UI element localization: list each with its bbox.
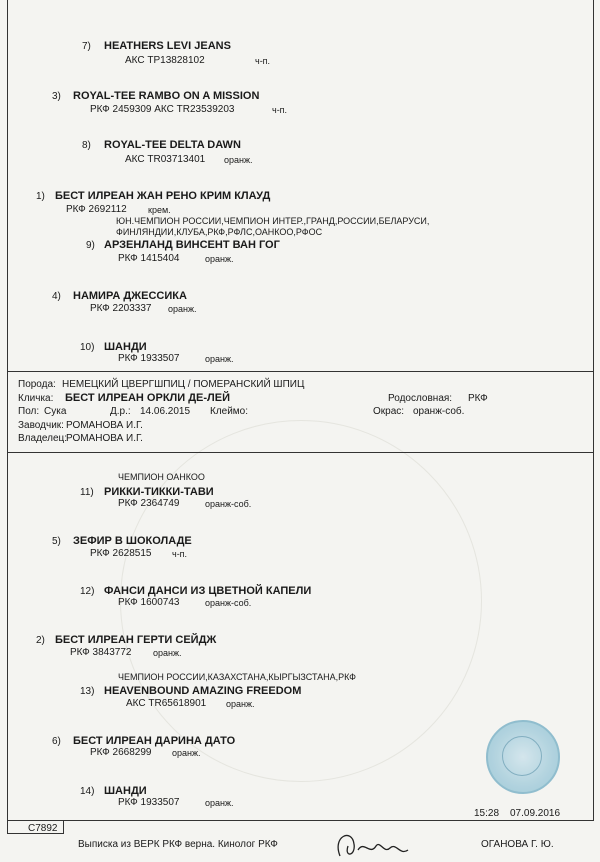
owner-label: Владелец:: [18, 433, 68, 444]
registration: РКФ 3843772: [70, 647, 132, 658]
coat-color: оранж.: [205, 354, 234, 364]
registration: РКФ 2668299: [90, 747, 152, 758]
print-date: 07.09.2016: [510, 808, 561, 819]
certification-statement: Выписка из ВЕРК РКФ верна. Кинолог РКФ: [78, 839, 278, 850]
entry-number: 14): [80, 786, 95, 797]
entry-number: 7): [82, 41, 91, 52]
titles: ФИНЛЯНДИИ,КЛУБА,РКФ,РФЛС,ОАНКОО,РФОС: [116, 227, 323, 237]
signer-name: ОГАНОВА Г. Ю.: [481, 839, 554, 850]
dog-name: БЕСТ ИЛРЕАН ДАРИНА ДАТО: [73, 735, 236, 747]
coat-color: оранж-соб.: [205, 598, 252, 608]
dog-name: ROYAL-TEE RAMBO ON A MISSION: [73, 90, 260, 102]
dog-name: БЕСТ ИЛРЕАН ЖАН РЕНО КРИМ КЛАУД: [55, 190, 271, 202]
titles: ЮН.ЧЕМПИОН РОССИИ,ЧЕМПИОН ИНТЕР.,ГРАНД,РОССИИ,БЕЛАРУСИ,: [116, 216, 430, 226]
coat-color: оранж.: [205, 798, 234, 808]
sex-value: Сука: [44, 406, 67, 417]
titles: ЧЕМПИОН ОАНКОО: [118, 472, 205, 482]
entry-number: 11): [80, 487, 94, 498]
registration: АКС TR65618901: [126, 698, 207, 709]
entry-number: 3): [52, 91, 61, 102]
dog-name: ШАНДИ: [104, 785, 147, 797]
breeder-value: РОМАНОВА И.Г.: [66, 420, 143, 431]
entry-number: 10): [80, 342, 95, 353]
breed-value: НЕМЕЦКИЙ ЦВЕРГШПИЦ / ПОМЕРАНСКИЙ ШПИЦ: [62, 379, 305, 390]
dog-name: БЕСТ ИЛРЕАН ГЕРТИ СЕЙДЖ: [55, 634, 217, 646]
registration: РКФ 2692112: [66, 204, 127, 215]
document-code: C7892: [28, 823, 58, 834]
pedigree-label: Родословная:: [388, 393, 453, 404]
dog-name: АРЗЕНЛАНД ВИНСЕНТ ВАН ГОГ: [104, 239, 280, 251]
breeder-label: Заводчик:: [18, 420, 64, 431]
dog-name: HEAVENBOUND AMAZING FREEDOM: [104, 685, 302, 697]
print-time: 15:28: [474, 808, 500, 819]
registration: РКФ 1933507: [118, 797, 180, 808]
dog-name: ФАНСИ ДАНСИ ИЗ ЦВЕТНОЙ КАПЕЛИ: [104, 585, 312, 597]
dob-value: 14.06.2015: [140, 406, 191, 417]
pedigree-value: РКФ: [468, 393, 488, 404]
coat-color: оранж.: [168, 304, 197, 314]
coat-color: оранж.: [153, 648, 182, 658]
registration: РКФ 2364749: [118, 498, 180, 509]
dog-name: НАМИРА ДЖЕССИКА: [73, 290, 187, 302]
color-label: Окрас:: [373, 406, 405, 417]
entry-number: 2): [36, 635, 45, 646]
entry-number: 12): [80, 586, 95, 597]
registration: РКФ 2459309 АКС TR23539203: [90, 104, 235, 115]
coat-color: оранж.: [172, 748, 201, 758]
name-label: Кличка:: [18, 393, 54, 404]
dog-name: HEATHERS LEVI JEANS: [104, 40, 231, 52]
entry-number: 6): [52, 736, 61, 747]
coat-color: оранж.: [226, 699, 255, 709]
entry-number: 8): [82, 140, 91, 151]
owner-value: РОМАНОВА И.Г.: [66, 433, 143, 444]
coat-color: оранж-соб.: [205, 499, 252, 509]
registration: РКФ 1600743: [118, 597, 180, 608]
sex-label: Пол:: [18, 406, 40, 417]
titles: ЧЕМПИОН РОССИИ,КАЗАХСТАНА,КЫРГЫЗСТАНА,РКФ: [118, 672, 356, 682]
entry-number: 9): [86, 240, 95, 251]
name-value: БЕСТ ИЛРЕАН ОРКЛИ ДЕ-ЛЕЙ: [65, 392, 231, 404]
entry-number: 13): [80, 686, 95, 697]
rkf-seal-stamp: [486, 720, 560, 794]
entry-number: 1): [36, 191, 45, 202]
dog-name: ROYAL-TEE DELTA DAWN: [104, 139, 241, 151]
registration: РКФ 2203337: [90, 303, 152, 314]
coat-color: ч-п.: [272, 105, 288, 115]
coat-color: оранж.: [205, 254, 234, 264]
registration: АКС TR03713401: [125, 154, 206, 165]
coat-color: крем.: [148, 205, 171, 215]
color-value: оранж-соб.: [413, 406, 465, 417]
coat-color: ч-п.: [172, 549, 188, 559]
coat-color: оранж.: [224, 155, 253, 165]
dob-label: Д.р.:: [110, 406, 131, 417]
dog-name: РИККИ-ТИККИ-ТАВИ: [104, 486, 214, 498]
entry-number: 5): [52, 536, 61, 547]
brand-label: Клеймо:: [210, 406, 249, 417]
registration: РКФ 1933507: [118, 353, 180, 364]
coat-color: ч-п.: [255, 56, 271, 66]
entry-number: 4): [52, 291, 61, 302]
breed-label: Порода:: [18, 379, 56, 390]
document-code-box: [7, 820, 64, 834]
registration: АКС TP13828102: [125, 55, 205, 66]
dog-name: ШАНДИ: [104, 341, 147, 353]
footer-divider: [7, 820, 594, 821]
dog-name: ЗЕФИР В ШОКОЛАДЕ: [73, 535, 192, 547]
registration: РКФ 1415404: [118, 253, 180, 264]
signature: [330, 826, 420, 862]
registration: РКФ 2628515: [90, 548, 152, 559]
